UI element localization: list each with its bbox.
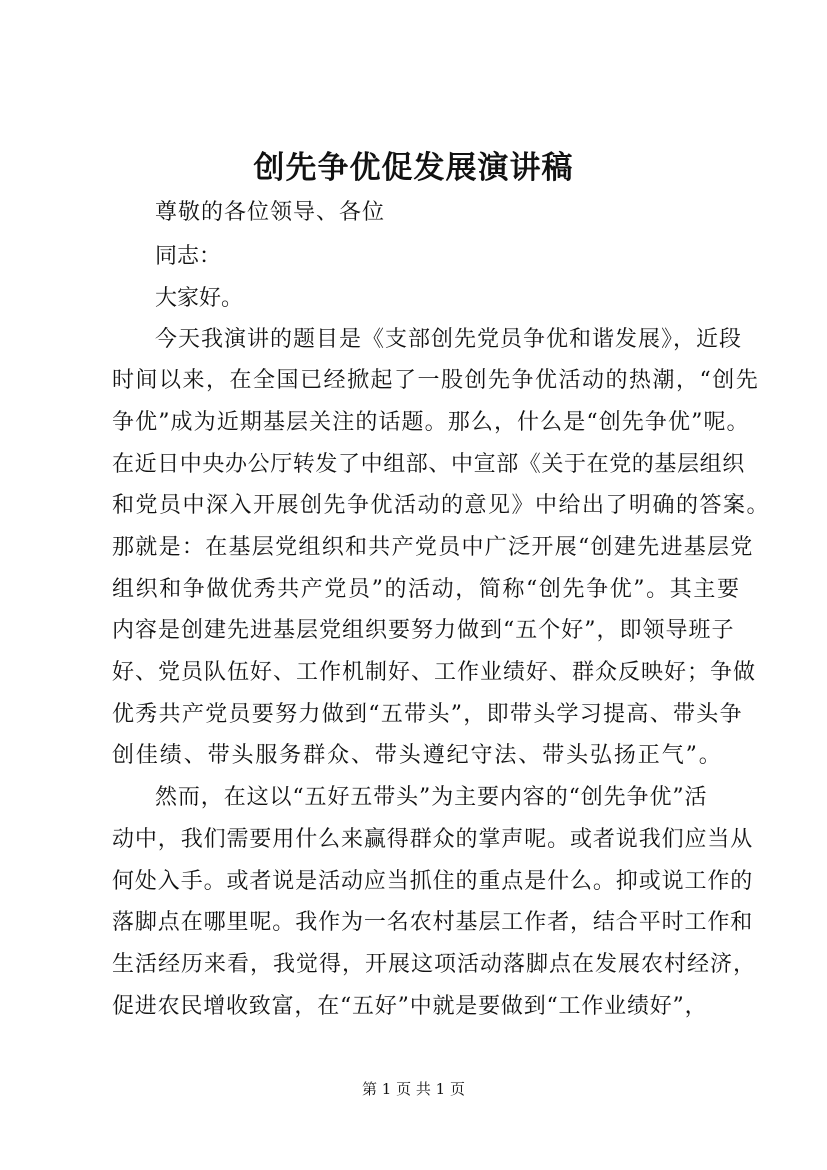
body-line: 然而，在这以“五好五带头”为主要内容的“创先争优”活 [155,785,708,810]
body-line: 时间以来，在全国已经掀起了一股创先争优活动的热潮，“创先 [112,368,760,393]
body-line: 创佳绩、带头服务群众、带头遵纪守法、带头弘扬正气”。 [112,743,723,768]
body-line: 今天我演讲的题目是《支部创先党员争优和谐发展》，近段 [155,327,743,352]
page-number-footer: 第 1 页 共 1 页 [362,1080,465,1098]
document-title: 创先争优促发展演讲稿 [253,150,574,186]
body-line: 那就是：在基层党组织和共产党员中广泛开展“创建先进基层党 [112,535,754,560]
body-line: 生活经历来看，我觉得，开展这项活动落脚点在发展农村经济， [112,952,757,977]
salutation-line-1: 尊敬的各位领导、各位 [155,200,386,225]
body-line: 和党员中深入开展创先争优活动的意见》中给出了明确的答案。 [112,493,771,518]
body-line: 争优”成为近期基层关注的话题。那么，什么是“创先争优”呢。 [112,410,750,435]
body-line: 组织和争做优秀共产党员”的活动，简称“创先争优”。其主要 [112,577,741,602]
body-line: 促进农民增收致富，在“五好”中就是要做到“工作业绩好”， [112,994,708,1019]
body-line: 内容是创建先进基层党组织要努力做到“五个好”，即领导班子 [112,618,735,643]
body-line: 好、党员队伍好、工作机制好、工作业绩好、群众反映好；争做 [112,660,757,685]
body-line: 优秀共产党员要努力做到“五带头”，即带头学习提高、带头争 [112,702,743,727]
salutation-line-2: 同志： [155,244,222,269]
body-line: 在近日中央办公厅转发了中组部、中宣部《关于在党的基层组织 [112,452,745,477]
body-line: 何处入手。或者说是活动应当抓住的重点是什么。抑或说工作的 [112,869,754,894]
greeting-line: 大家好。 [155,286,244,311]
body-line: 落脚点在哪里呢。我作为一名农村基层工作者，结合平时工作和 [112,910,754,935]
body-line: 动中，我们需要用什么来赢得群众的掌声呢。或者说我们应当从 [112,827,754,852]
